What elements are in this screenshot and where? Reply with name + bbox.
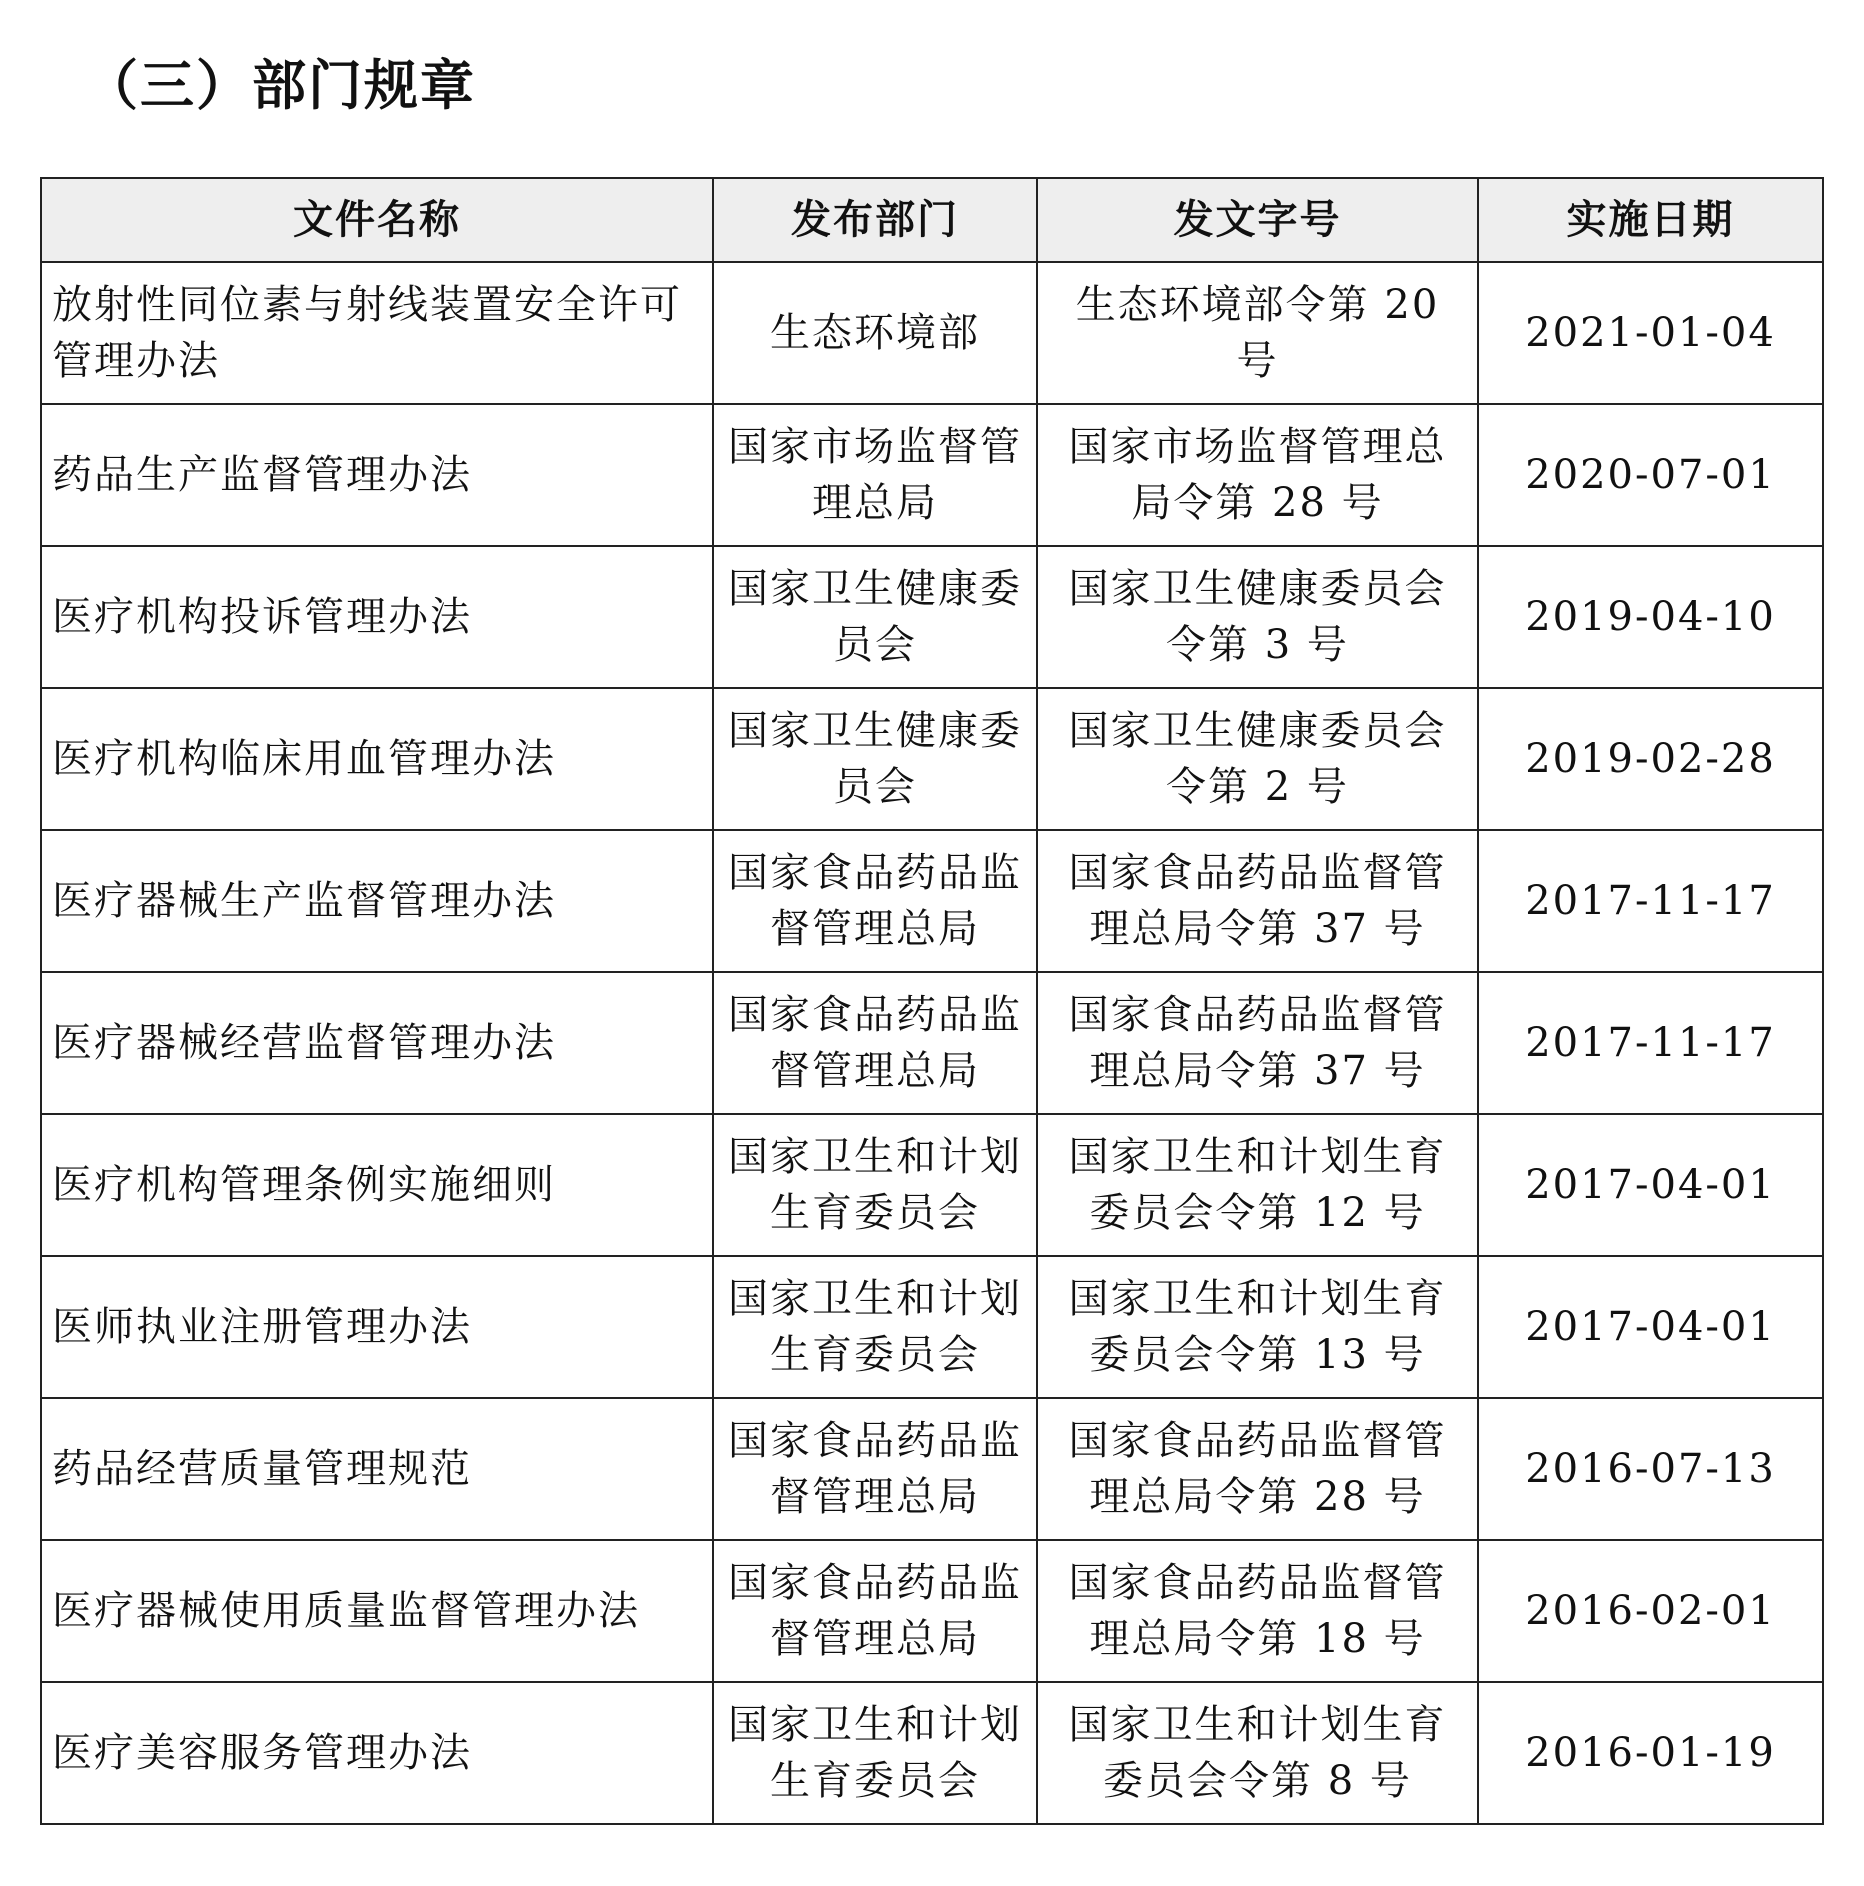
- file-name-cell: 医疗机构临床用血管理办法: [41, 688, 713, 830]
- document-number-cell: 国家卫生健康委员会令第 3 号: [1037, 546, 1478, 688]
- file-name-cell: 医师执业注册管理办法: [41, 1256, 713, 1398]
- file-name-cell: 药品经营质量管理规范: [41, 1398, 713, 1540]
- effective-date-cell: 2016-01-19: [1478, 1682, 1823, 1824]
- effective-date-cell: 2016-02-01: [1478, 1540, 1823, 1682]
- document-number-cell: 国家食品药品监督管理总局令第 37 号: [1037, 972, 1478, 1114]
- table-row: [41, 688, 1823, 830]
- header-effective-date: 实施日期: [1478, 178, 1823, 262]
- file-name-cell: 医疗机构管理条例实施细则: [41, 1114, 713, 1256]
- file-name-cell: 医疗器械经营监督管理办法: [41, 972, 713, 1114]
- table-row: [41, 972, 1823, 1114]
- table-row: [41, 1540, 1823, 1682]
- effective-date-cell: 2017-04-01: [1478, 1256, 1823, 1398]
- department-cell: 生态环境部: [713, 262, 1037, 404]
- department-cell: 国家卫生和计划生育委员会: [713, 1114, 1037, 1256]
- file-name-cell: 放射性同位素与射线装置安全许可管理办法: [41, 262, 713, 404]
- document-number-cell: 国家食品药品监督管理总局令第 28 号: [1037, 1398, 1478, 1540]
- document-number-cell: 国家卫生健康委员会令第 2 号: [1037, 688, 1478, 830]
- department-cell: 国家食品药品监督管理总局: [713, 1398, 1037, 1540]
- regulations-table: [40, 177, 1824, 1825]
- document-number-cell: 国家市场监督管理总局令第 28 号: [1037, 404, 1478, 546]
- file-name-cell: 医疗机构投诉管理办法: [41, 546, 713, 688]
- department-cell: 国家卫生健康委员会: [713, 546, 1037, 688]
- file-name-cell: 医疗器械生产监督管理办法: [41, 830, 713, 972]
- effective-date-cell: 2019-04-10: [1478, 546, 1823, 688]
- department-cell: 国家食品药品监督管理总局: [713, 972, 1037, 1114]
- header-document-number: 发文字号: [1037, 178, 1478, 262]
- effective-date-cell: 2019-02-28: [1478, 688, 1823, 830]
- section-title: （三）部门规章: [84, 54, 476, 117]
- header-department: 发布部门: [713, 178, 1037, 262]
- document-number-cell: 国家卫生和计划生育委员会令第 8 号: [1037, 1682, 1478, 1824]
- department-cell: 国家食品药品监督管理总局: [713, 1540, 1037, 1682]
- table-row: [41, 1256, 1823, 1398]
- department-cell: 国家食品药品监督管理总局: [713, 830, 1037, 972]
- department-cell: 国家卫生和计划生育委员会: [713, 1256, 1037, 1398]
- table-header-row: [41, 178, 1823, 262]
- document-number-cell: 国家食品药品监督管理总局令第 18 号: [1037, 1540, 1478, 1682]
- table-row: [41, 404, 1823, 546]
- table-row: [41, 1398, 1823, 1540]
- department-cell: 国家卫生和计划生育委员会: [713, 1682, 1037, 1824]
- table-row: [41, 546, 1823, 688]
- document-number-cell: 国家卫生和计划生育委员会令第 13 号: [1037, 1256, 1478, 1398]
- department-cell: 国家卫生健康委员会: [713, 688, 1037, 830]
- file-name-cell: 医疗器械使用质量监督管理办法: [41, 1540, 713, 1682]
- effective-date-cell: 2016-07-13: [1478, 1398, 1823, 1540]
- table-row: [41, 262, 1823, 404]
- header-file-name: 文件名称: [41, 178, 713, 262]
- table-row: [41, 1682, 1823, 1824]
- file-name-cell: 医疗美容服务管理办法: [41, 1682, 713, 1824]
- effective-date-cell: 2017-11-17: [1478, 830, 1823, 972]
- department-cell: 国家市场监督管理总局: [713, 404, 1037, 546]
- effective-date-cell: 2017-04-01: [1478, 1114, 1823, 1256]
- effective-date-cell: 2021-01-04: [1478, 262, 1823, 404]
- table-row: [41, 830, 1823, 972]
- effective-date-cell: 2017-11-17: [1478, 972, 1823, 1114]
- table-row: [41, 1114, 1823, 1256]
- effective-date-cell: 2020-07-01: [1478, 404, 1823, 546]
- document-number-cell: 生态环境部令第 20 号: [1037, 262, 1478, 404]
- file-name-cell: 药品生产监督管理办法: [41, 404, 713, 546]
- document-number-cell: 国家卫生和计划生育委员会令第 12 号: [1037, 1114, 1478, 1256]
- document-number-cell: 国家食品药品监督管理总局令第 37 号: [1037, 830, 1478, 972]
